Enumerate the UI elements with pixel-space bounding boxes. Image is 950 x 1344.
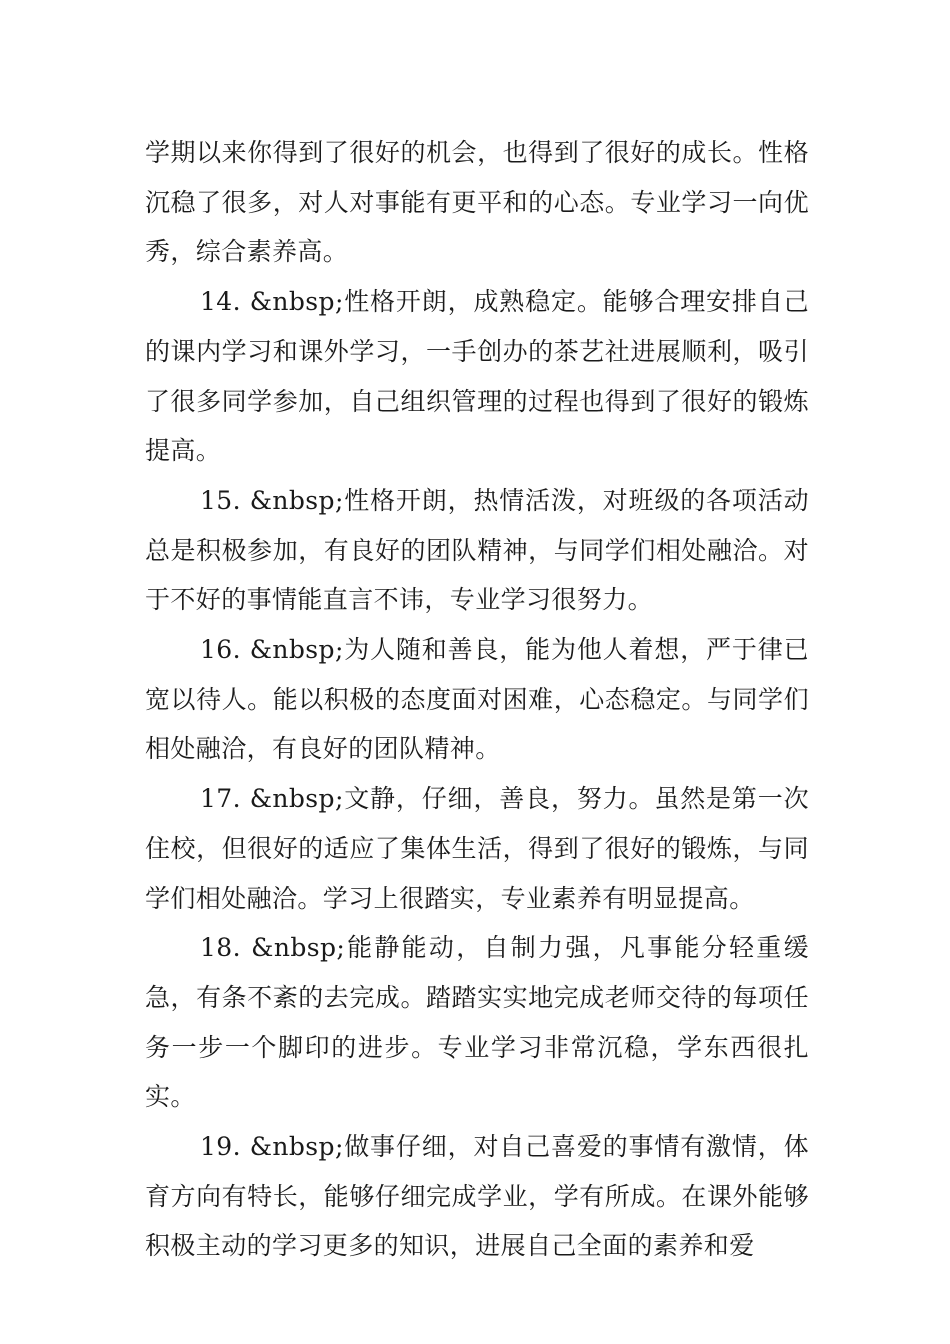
paragraph-text: 做事仔细，对自己喜爱的事情有激情，体育方向有特长，能够仔细完成学业，学有所成。在课外能够积极主动的学习更多的知识，进展自己全面的素养和爱 <box>145 1132 809 1261</box>
paragraph-number: 14. &nbsp; <box>200 287 344 317</box>
paragraph-15 <box>145 476 809 625</box>
paragraph-19 <box>145 1122 809 1271</box>
paragraph-number: 19. &nbsp; <box>200 1132 344 1162</box>
paragraph-text: 能静能动，自制力强，凡事能分轻重缓急，有条不紊的去完成。踏踏实实地完成老师交待的每项任务一步一个脚印的进步。专业学习非常沉稳，学东西很扎实。 <box>145 933 809 1112</box>
paragraph-text: 性格开朗，成熟稳定。能够合理安排自己的课内学习和课外学习，一手创办的茶艺社进展顺利，吸引了很多同学参加，自己组织管理的过程也得到了很好的锻炼提高。 <box>145 287 809 466</box>
paragraph-18 <box>145 923 809 1122</box>
paragraph-number: 18. &nbsp; <box>200 933 346 963</box>
paragraph-text: 为人随和善良，能为他人着想，严于律已宽以待人。能以积极的态度面对困难，心态稳定。与同学们相处融洽，有良好的团队精神。 <box>145 635 809 764</box>
paragraph-text: 学期以来你得到了很好的机会，也得到了很好的成长。性格沉稳了很多，对人对事能有更平和的心态。专业学习一向优秀，综合素养高。 <box>145 138 809 267</box>
paragraph-17 <box>145 774 809 923</box>
paragraph-text: 性格开朗，热情活泼，对班级的各项活动总是积极参加，有良好的团队精神，与同学们相处融洽。对于不好的事情能直言不讳，专业学习很努力。 <box>145 485 809 615</box>
paragraph-14 <box>145 277 809 476</box>
paragraph-number: 15. &nbsp; <box>200 485 344 515</box>
paragraph-number: 16. &nbsp; <box>200 635 344 665</box>
paragraph-number: 17. &nbsp; <box>200 784 344 814</box>
paragraph-continued <box>145 128 809 277</box>
document-body <box>145 128 809 1271</box>
paragraph-16 <box>145 625 809 774</box>
paragraph-text: 文静，仔细，善良，努力。虽然是第一次住校，但很好的适应了集体生活，得到了很好的锻炼，与同学们相处融洽。学习上很踏实，专业素养有明显提高。 <box>145 784 809 913</box>
